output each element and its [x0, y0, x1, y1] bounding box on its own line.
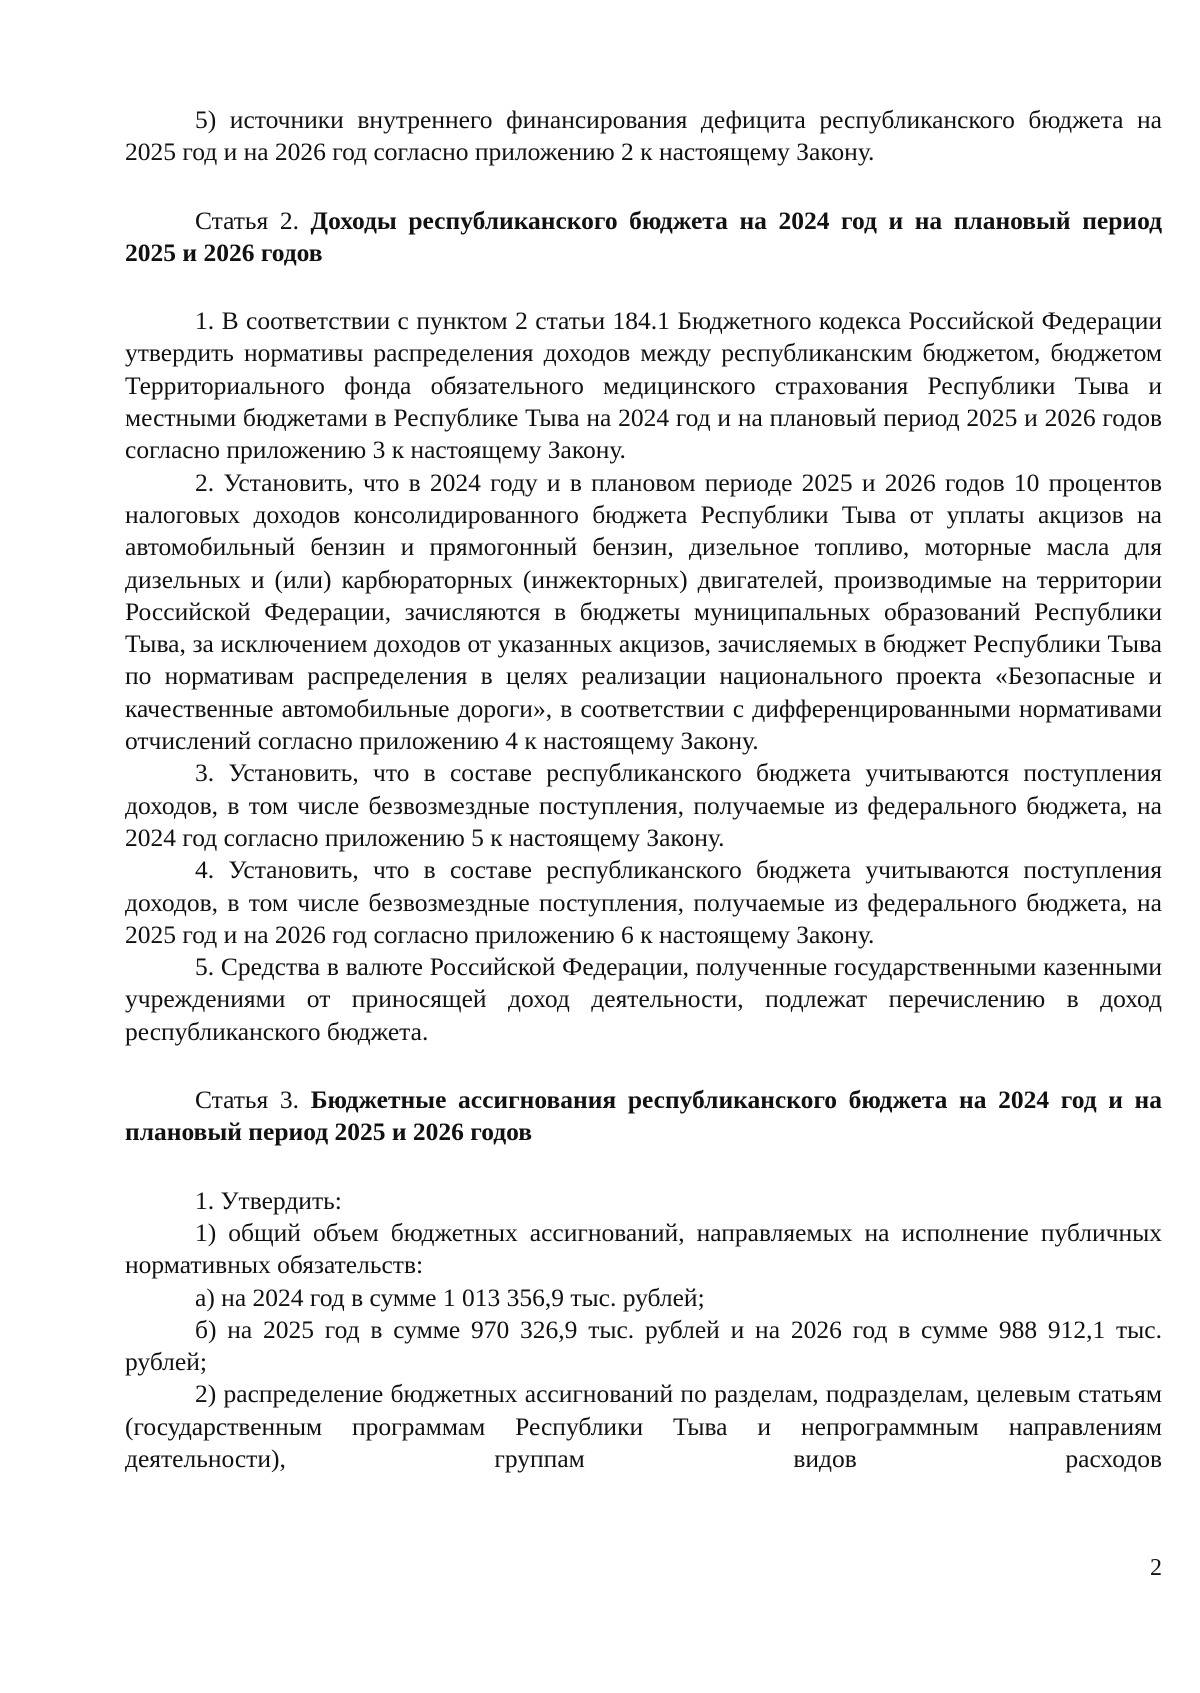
- paragraph-top-1: 5) источники внутреннего финансирования дефицита республиканского бюджета на 2025 год и на 2026 год согласно приложению 2 к настоящему Закону.: [125, 105, 1162, 167]
- article-2-paragraph-3: 3. Установить, что в составе республиканского бюджета учитываются поступления доходов, в том числе безвозмездные поступления, получаемые из федерального бюджета, на 2024 год согласно приложению 5 к настоящему Закону.: [125, 758, 1162, 852]
- article-3-title: Бюджетные ассигнования республиканского бюджета на 2024 год и на плановый период 2025 и 2026 годов: [125, 1085, 1163, 1147]
- article-3-paragraph-5: 2) распределение бюджетных ассигнований по разделам, подразделам, целевым статьям (государственным программам Республики Тыва и непрограммным направлениям деятельности), группам видов расходов: [125, 1379, 1162, 1473]
- article-2-paragraph-1: 1. В соответствии с пунктом 2 статьи 184.1 Бюджетного кодекса Российской Федерации утвердить нормативы распределения доходов между республиканским бюджетом, бюджетом Территориального фонда обязательного медицинского страхования Республики Тыва и местными бюджетами в Республике Тыва на 2024 год и на плановый период 2025 и 2026 годов согласно приложению 3 к настоящему Закону.: [125, 306, 1162, 465]
- article-3-prefix: Статья 3.: [195, 1085, 300, 1115]
- article-3-paragraph-1: 1. Утвердить:: [195, 1185, 342, 1215]
- article-2-paragraph-5: 5. Средства в валюте Российской Федерации, полученные государственными казенными учреждениями от приносящей доход деятельности, подлежат перечислению в доход республиканского бюджета.: [125, 952, 1162, 1046]
- article-2-prefix: Статья 2.: [195, 205, 299, 235]
- article-2-title: Доходы республиканского бюджета на 2024 год и на плановый период 2025 и 2026 годов: [125, 205, 1162, 267]
- article-3-paragraph-4: б) на 2025 год в сумме 970 326,9 тыс. рублей и на 2026 год в сумме 988 912,1 тыс. рублей;: [125, 1314, 1162, 1377]
- article-2-heading: [125, 205, 1162, 270]
- article-2-paragraph-2: 2. Установить, что в 2024 году и в плановом периоде 2025 и 2026 годов 10 процентов налоговых доходов консолидированного бюджета Республики Тыва от уплаты акцизов на автомобильный бензин и прямогонный бензин, дизельное топливо, моторные масла для дизельных и (или) карбюраторных (инжекторных) двигателей, производимые на территории Российской Федерации, зачисляются в бюджеты муниципальных образований Республики Тыва, за исключением доходов от указанных акцизов, зачисляемых в бюджет Республики Тыва по нормативам распределения в целях реализации национального проекта «Безопасные и качественные автомобильные дороги», в соответствии с дифференцированными нормативами отчислений согласно приложению 4 к настоящему Закону.: [125, 467, 1162, 756]
- page-number: 2: [1150, 1555, 1162, 1581]
- article-3-paragraph-2: 1) общий объем бюджетных ассигнований, направляемых на исполнение публичных нормативных обязательств:: [125, 1217, 1162, 1280]
- article-3-paragraph-3: а) на 2024 год в сумме 1 013 356,9 тыс. рублей;: [195, 1282, 705, 1312]
- article-2-paragraph-4: 4. Установить, что в составе республиканского бюджета учитываются поступления доходов, в том числе безвозмездные поступления, получаемые из федерального бюджета, на 2025 год и на 2026 год согласно приложению 6 к настоящему Закону.: [125, 855, 1162, 949]
- article-3-heading: [125, 1084, 1162, 1149]
- document-page: [125, 104, 1162, 1475]
